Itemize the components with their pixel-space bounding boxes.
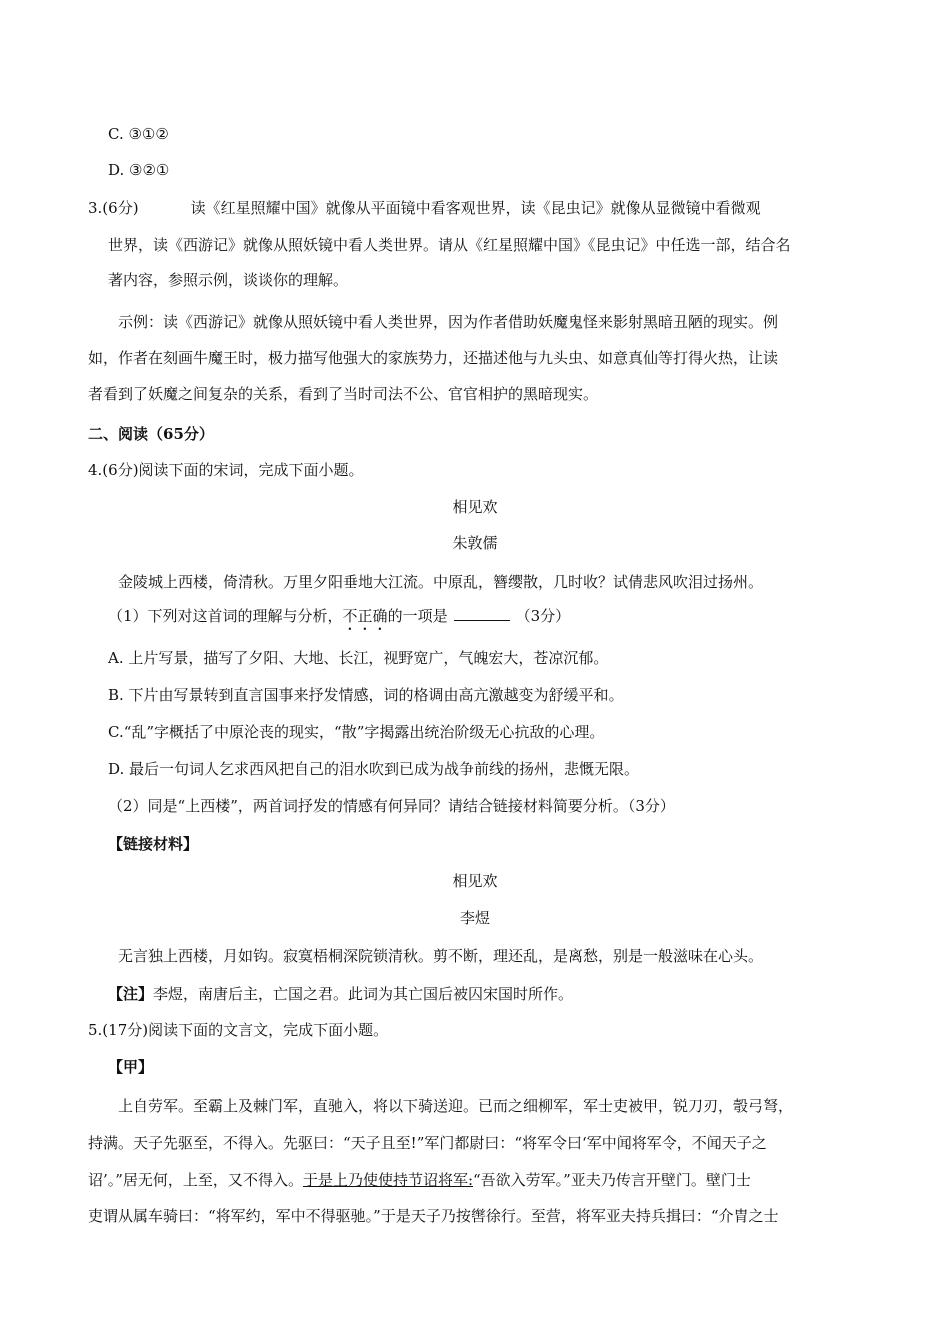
q4-sub1-emphasis: 不正确 [342,607,388,625]
q4-sub1-post: 的一项是 [387,607,448,625]
q4-sub1-score: （3分） [515,607,571,625]
q5-passage-3-pre: 诏’。”居无何，上至，又不得入。 [88,1171,303,1189]
poem2-title: 相见欢 [452,872,498,890]
q3-example-line-3: 者看到了妖魔之间复杂的关系，看到了当时司法不公、官官相护的黑暗现实。 [88,385,599,403]
q3-line-2: 世界，读《西游记》就像从照妖镜中看人类世界。请从《红星照耀中国》《昆虫记》中任选一部，结合名 [108,236,791,254]
q4-option-c: C.“乱”字概括了中原沦丧的现实，“散”字揭露出统治阶级无心抗敌的心理。 [108,723,605,741]
q4-option-b: B. 下片由写景转到直言国事来抒发情感，词的格调由高亢激越变为舒缓平和。 [108,686,624,704]
note-text: 李煜，南唐后主，亡国之君。此词为其亡国后被囚宋国时所作。 [153,985,574,1003]
q4-sub1-question [108,606,570,626]
poem2-note [108,984,573,1004]
q4-intro: 4.(6分)阅读下面的宋词，完成下面小题。 [88,461,364,479]
q3-example-line-2: 如，作者在刻画牛魔王时，极力描写他强大的家族势力，还描述他与九头虫、如意真仙等打得火热，让读 [88,349,779,367]
q5-passage-3-post: “吾欲入劳军。”亚夫乃传言开壁门。壁门士 [473,1171,751,1189]
q5-underlined-sentence: 于是上乃使使持节诏将军: [302,1171,474,1189]
answer-blank [454,606,510,621]
q5-passage-line-2: 持满。天子先驱至，不得入。先驱曰：“天子且至!”军门都尉曰：“将军令曰‘军中闻将军令，不闻天子之 [88,1134,767,1152]
q3-line-1 [88,198,761,218]
link-material-label: 【链接材料】 [108,835,199,853]
q3-line-3: 著内容，参照示例，谈谈你的理解。 [108,271,349,289]
poem1-author: 朱敦儒 [452,534,498,552]
section-heading: 二、阅读（65分） [88,425,214,443]
q5-passage-line-1: 上自劳军。至霸上及棘门军，直驰入，将以下骑送迎。已而之细柳军，军士吏被甲，锐刀刃，彀弓弩， [118,1097,794,1115]
q3-number: 3.(6分) [88,199,139,217]
q4-sub2-question: （2）同是“上西楼”，两首词抒发的情感有何异同？请结合链接材料简要分析。（3分） [108,797,675,815]
q2-option-c: C. ③①② [108,125,169,143]
q3-text-1: 读《红星照耀中国》就像从平面镜中看客观世界，读《昆虫记》就像从显微镜中看微观 [190,199,761,217]
q2-option-d: D. ③②① [108,161,170,179]
q5-intro: 5.(17分)阅读下面的文言文，完成下面小题。 [88,1021,389,1039]
jia-label: 【甲】 [108,1058,154,1076]
q4-sub1-pre: （1）下列对这首词的理解与分析， [108,607,343,625]
poem2-text: 无言独上西楼，月如钩。寂寞梧桐深院锁清秋。剪不断，理还乱，是离愁，别是一般滋味在心头。 [118,947,764,965]
q5-passage-line-3 [88,1170,751,1190]
q5-passage-line-4: 吏谓从属车骑曰：“将军约，军中不得驱驰。”于是天子乃按辔徐行。至营，将军亚夫持兵揖曰：“介胄之士 [88,1207,779,1225]
poem1-title: 相见欢 [452,498,498,516]
q3-example-line-1: 示例：读《西游记》就像从照妖镜中看人类世界，因为作者借助妖魔鬼怪来影射黑暗丑陋的现实。例 [118,313,779,331]
note-label: 【注】 [108,985,154,1003]
poem1-text: 金陵城上西楼，倚清秋。万里夕阳垂地大江流。中原乱，簪缨散，几时收？试倩悲风吹泪过扬州。 [118,573,764,591]
q4-option-a: A. 上片写景，描写了夕阳、大地、长江，视野宽广，气魄宏大，苍凉沉郁。 [108,649,609,667]
q4-option-d: D. 最后一句词人乞求西风把自己的泪水吹到已成为战争前线的扬州，悲慨无限。 [108,760,640,778]
poem2-author: 李煜 [459,909,490,927]
